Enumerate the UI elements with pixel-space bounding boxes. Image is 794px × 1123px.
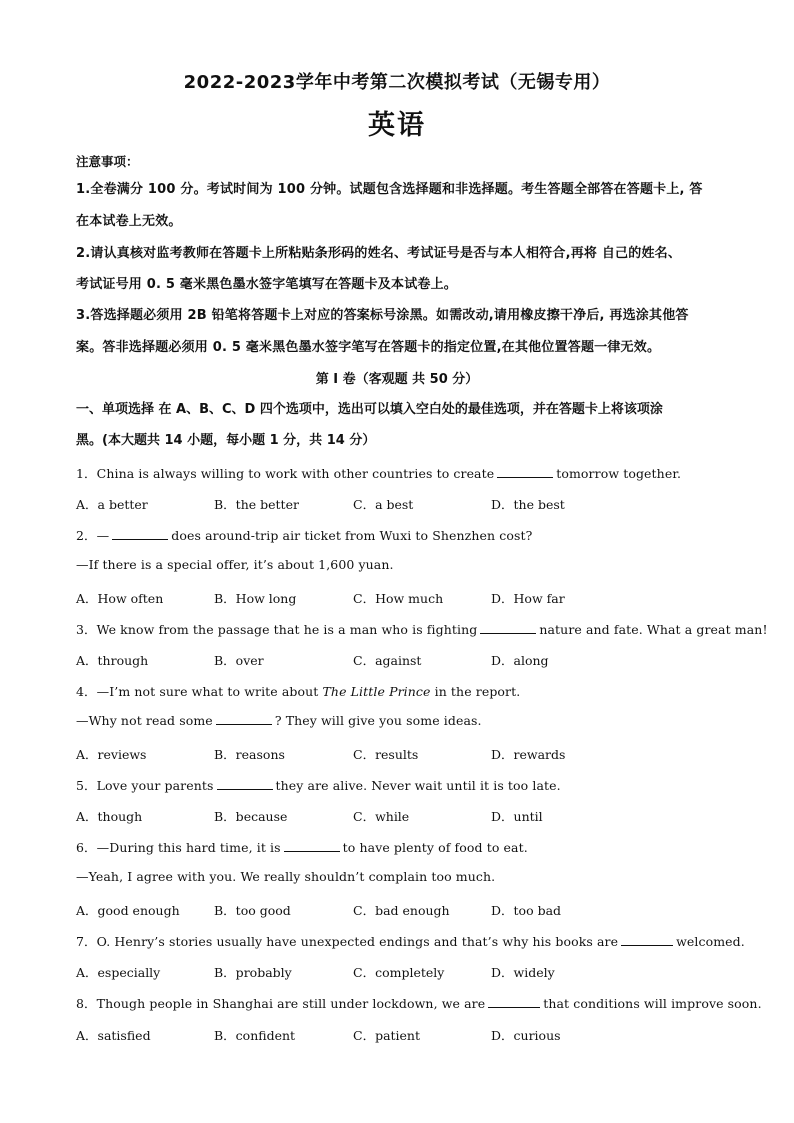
question-stem: 4．—I’m not sure what to write about The Little Prince in the report. (76, 684, 521, 699)
option-b: B．the better (214, 497, 299, 512)
option-c: C．results (353, 747, 419, 762)
answer-blank (497, 467, 553, 478)
option-b: B．How long (214, 591, 297, 606)
option-a: A．satisfied (76, 1028, 151, 1043)
answer-blank (488, 997, 540, 1008)
answer-blank (216, 714, 272, 725)
option-d: D．along (491, 653, 549, 668)
question-stem: 2．— does around-trip air ticket from Wuxi to Shenzhen cost? (76, 528, 533, 543)
option-a: A．through (76, 653, 149, 668)
question-stem: 3．We know from the passage that he is a man who is fighting nature and fate. What a great man! (76, 622, 768, 637)
option-b: B．reasons (214, 747, 285, 762)
option-b: B．because (214, 809, 288, 824)
option-a: A．good enough (76, 903, 180, 918)
question-stem: 8．Though people in Shanghai are still under lockdown, we are that conditions will improve soon. (76, 996, 762, 1011)
option-b: B．probably (214, 965, 292, 980)
option-d: D．the best (491, 497, 565, 512)
question-stem: 7．O. Henry’s stories usually have unexpected endings and that’s why his books are welcomed. (76, 934, 745, 949)
book-title: The Little Prince (322, 684, 431, 699)
option-a: A．How often (76, 591, 164, 606)
question-stem: 6．—During this hard time, it is to have plenty of food to eat. (76, 840, 528, 855)
part-line: 一、单项选择 在 A、B、C、D 四个选项中，选出可以填入空白处的最佳选项，并在答题卡上将该项涂 (76, 402, 663, 417)
notice-line: 1.全卷满分 100 分。考试时间为 100 分钟。试题包含选择题和非选择题。考生答题全部答在答题卡上, 答 (76, 182, 703, 197)
notice-line: 考试证号用 0. 5 毫米黑色墨水签字笔填写在答题卡及本试卷上。 (76, 277, 458, 292)
question-dialogue: —Yeah, I agree with you. We really shouldn’t complain too much. (76, 869, 496, 884)
option-b: B．too good (214, 903, 291, 918)
notice-line: 在本试卷上无效。 (76, 214, 182, 229)
notice-line: 2.请认真核对监考教师在答题卡上所粘贴条形码的姓名、考试证号是否与本人相符合,再将 自己的姓名、 (76, 246, 682, 261)
part-instructions (76, 394, 726, 456)
question-stem: 5．Love your parents they are alive. Never wait until it is too late. (76, 778, 561, 793)
subject-title: 英语 (368, 110, 426, 141)
option-d: D．too bad (491, 903, 562, 918)
answer-blank (284, 841, 340, 852)
answer-blank (217, 779, 273, 790)
option-a: A．especially (76, 965, 161, 980)
option-c: C．against (353, 653, 422, 668)
option-a: A．reviews (76, 747, 147, 762)
question-stem: 1．China is always willing to work with other countries to create tomorrow together. (76, 466, 682, 481)
option-b: B．confident (214, 1028, 296, 1043)
answer-blank (621, 935, 673, 946)
option-d: D．curious (491, 1028, 561, 1043)
option-c: C．completely (353, 965, 445, 980)
option-c: C．patient (353, 1028, 421, 1043)
option-c: C．How much (353, 591, 444, 606)
option-b: B．over (214, 653, 264, 668)
question-dialogue: —Why not read some ? They will give you some ideas. (76, 713, 482, 728)
part-line: 黑。(本大题共 14 小题，每小题 1 分，共 14 分） (76, 433, 376, 448)
answer-blank (480, 623, 536, 634)
option-d: D．until (491, 809, 543, 824)
option-c: C．bad enough (353, 903, 450, 918)
option-a: A．a better (76, 497, 148, 512)
notice-line: 3.答选择题必须用 2B 铅笔将答题卡上对应的答案标号涂黑。如需改动,请用橡皮擦干净后, 再选涂其他答 (76, 308, 689, 323)
notice-heading: 注意事项： (76, 154, 139, 169)
option-a: A．though (76, 809, 143, 824)
option-d: D．rewards (491, 747, 566, 762)
notice-line: 案。答非选择题必须用 0. 5 毫米黑色墨水签字笔写在答题卡的指定位置,在其他位置答题一律无效。 (76, 340, 661, 355)
exam-title: 2022-2023学年中考第二次模拟考试（无锡专用） (183, 72, 611, 93)
section-title: 第 I 卷（客观题 共 50 分） (315, 372, 479, 387)
option-d: D．widely (491, 965, 555, 980)
question-dialogue: —If there is a special offer, it’s about 1,600 yuan. (76, 557, 394, 572)
option-d: D．How far (491, 591, 565, 606)
option-c: C．while (353, 809, 410, 824)
answer-blank (112, 529, 168, 540)
option-c: C．a best (353, 497, 414, 512)
